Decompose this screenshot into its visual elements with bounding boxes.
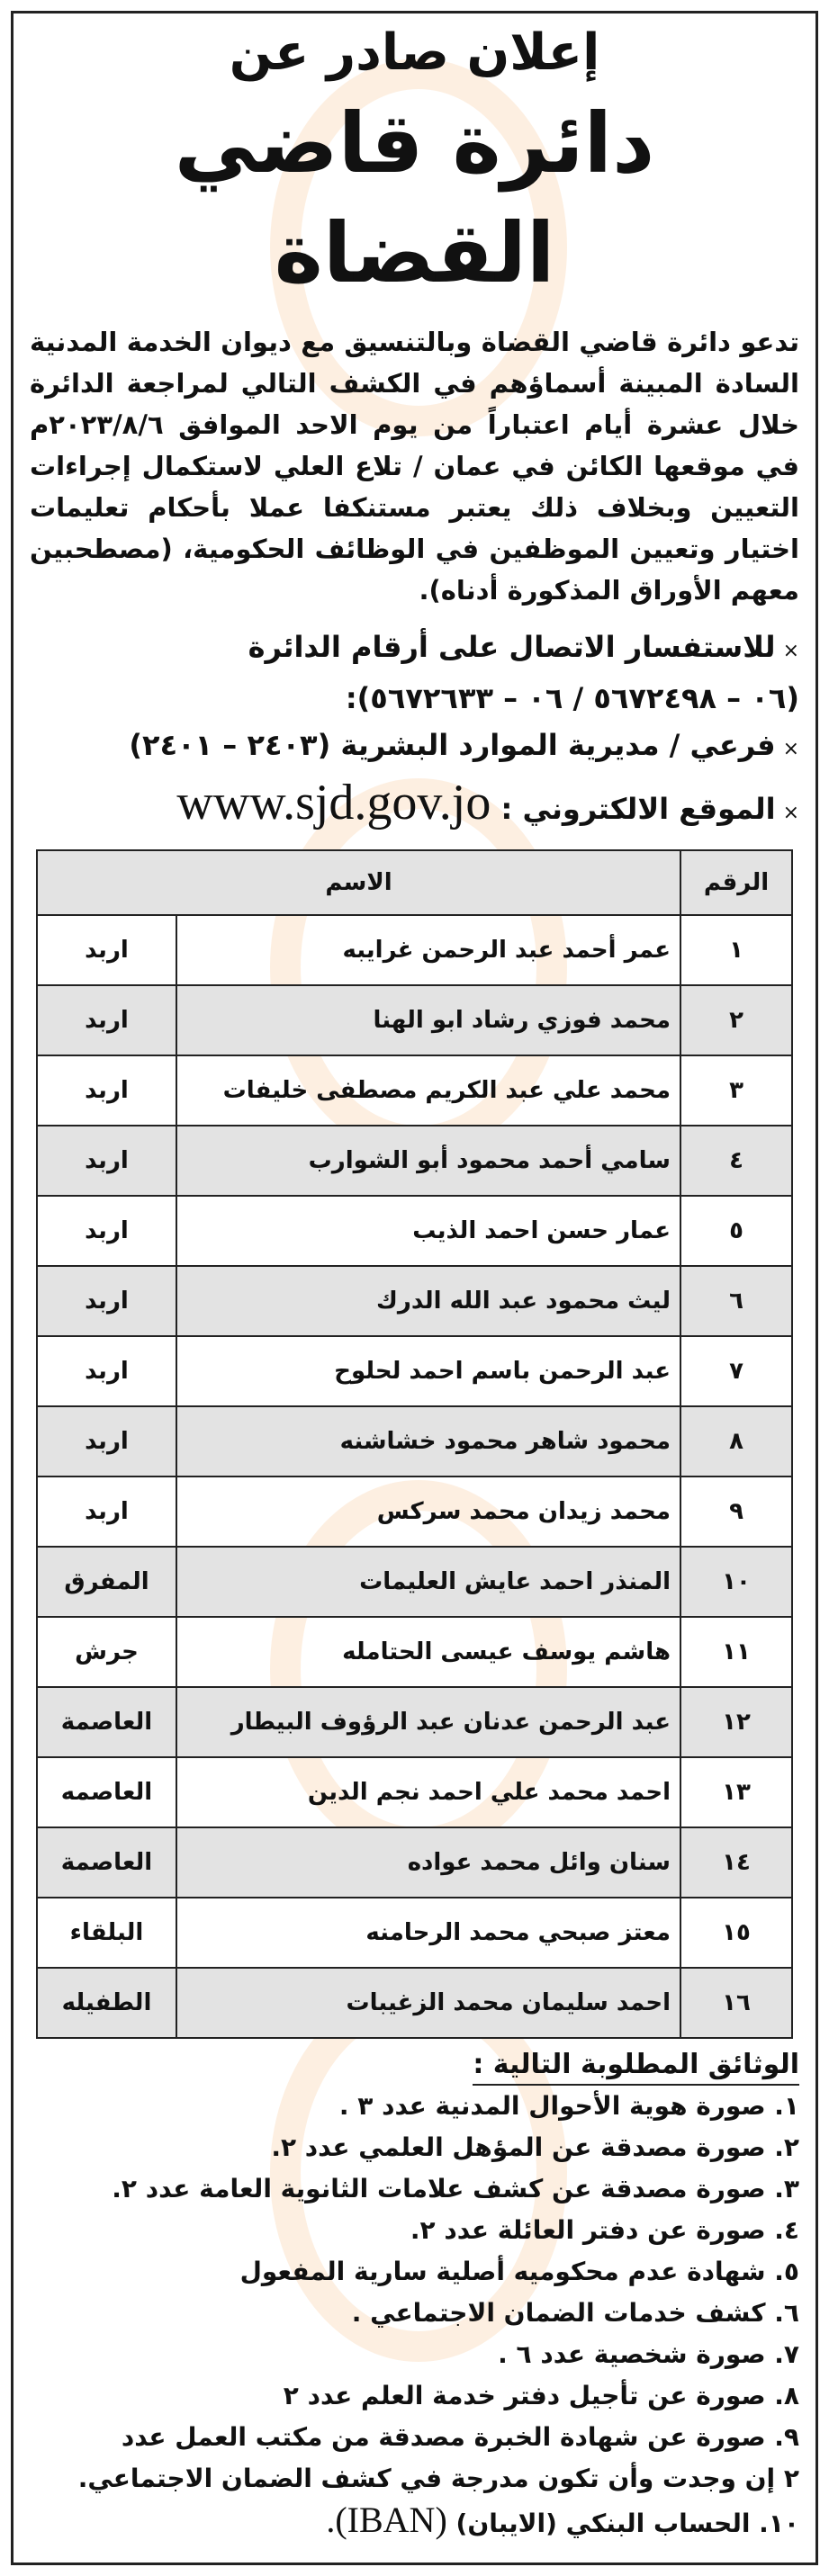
inquiry-text: للاستفسار الاتصال على أرقام الدائرة [248, 630, 776, 664]
cell-number: ٥ [680, 1196, 792, 1266]
cell-number: ٢ [680, 985, 792, 1055]
bullet-icon: × [782, 738, 799, 760]
document-item: ٥. شهادة عدم محكوميه أصلية سارية المفعول [239, 2257, 799, 2286]
announcement-border [11, 11, 818, 2565]
cell-city: المفرق [37, 1547, 176, 1617]
cell-number: ١ [680, 915, 792, 985]
header-name: الاسم [37, 850, 680, 915]
cell-city: اربد [37, 915, 176, 985]
document-item: ٩. صورة عن شهادة الخبرة مصدقة من مكتب العمل عدد [121, 2422, 799, 2452]
document-item: ٦. كشف خدمات الضمان الاجتماعي . [351, 2298, 799, 2328]
cell-city: اربد [37, 1406, 176, 1476]
documents-heading: الوثائق المطلوبة التالية : [473, 2046, 799, 2086]
cell-city: اربد [37, 1196, 176, 1266]
cell-name: هاشم يوسف عيسى الحتامله [176, 1617, 680, 1687]
contact-section [30, 624, 799, 837]
cell-city: اربد [37, 1266, 176, 1336]
cell-number: ٩ [680, 1476, 792, 1547]
cell-name: محمد زيدان محمد سركس [176, 1476, 680, 1547]
header-number: الرقم [680, 850, 792, 915]
website-label: الموقع الالكتروني : [500, 792, 776, 826]
phone-numbers: (٠٦ – ٥٦٧٢٤٩٨ / ٠٦ – ٥٦٧٢٦٣٣): [345, 681, 799, 715]
cell-number: ١٥ [680, 1898, 792, 1968]
candidates-table [36, 849, 793, 2039]
document-item: ٢. صورة مصدقة عن المؤهل العلمي عدد ٢. [271, 2132, 799, 2162]
cell-city: العاصمه [37, 1757, 176, 1827]
cell-city: العاصمة [37, 1687, 176, 1757]
cell-name: احمد سليمان محمد الزغيبات [176, 1968, 680, 2038]
cell-number: ٣ [680, 1055, 792, 1126]
cell-name: محمود شاهر محمود خشاشنه [176, 1406, 680, 1476]
table-row [37, 985, 792, 1055]
table-row [37, 915, 792, 985]
cell-name: محمد فوزي رشاد ابو الهنا [176, 985, 680, 1055]
website-link[interactable]: www.sjd.gov.jo [176, 775, 491, 830]
table-row [37, 1266, 792, 1336]
table-row [37, 1757, 792, 1827]
table-row [37, 1547, 792, 1617]
cell-number: ٧ [680, 1336, 792, 1406]
cell-name: عمار حسن احمد الذيب [176, 1196, 680, 1266]
document-item: ٧. صورة شخصية عدد ٦ . [498, 2339, 799, 2369]
cell-name: المنذر احمد عايش العليمات [176, 1547, 680, 1617]
document-item: ١٠. الحساب البنكي (الايبان) (IBAN). [326, 2500, 799, 2540]
table-row [37, 1898, 792, 1968]
cell-city: جرش [37, 1617, 176, 1687]
document-item: ١. صورة هوية الأحوال المدنية عدد ٣ . [338, 2091, 799, 2121]
cell-number: ٤ [680, 1126, 792, 1196]
cell-city: اربد [37, 1126, 176, 1196]
cell-name: عمر أحمد عبد الرحمن غرايبه [176, 915, 680, 985]
document-item: ٨. صورة عن تأجيل دفتر خدمة العلم عدد ٢ [283, 2381, 799, 2410]
table-row [37, 1476, 792, 1547]
table-row [37, 1126, 792, 1196]
table-row [37, 1196, 792, 1266]
document-item: ٢ إن وجدت وأن تكون مدرجة في كشف الضمان الاجتماعي. [77, 2464, 799, 2493]
cell-number: ٨ [680, 1406, 792, 1476]
bullet-icon: × [782, 802, 799, 824]
cell-number: ١٤ [680, 1827, 792, 1898]
cell-number: ٦ [680, 1266, 792, 1336]
table-row [37, 1055, 792, 1126]
bullet-icon: × [782, 640, 799, 662]
table-row [37, 1336, 792, 1406]
table-row [37, 1617, 792, 1687]
cell-city: اربد [37, 985, 176, 1055]
cell-name: ليث محمود عبد الله الدرك [176, 1266, 680, 1336]
cell-city: اربد [37, 1055, 176, 1126]
cell-city: اربد [37, 1336, 176, 1406]
documents-list [30, 2086, 799, 2500]
cell-name: عبد الرحمن باسم احمد لحلوح [176, 1336, 680, 1406]
cell-number: ١١ [680, 1617, 792, 1687]
document-item: ٤. صورة عن دفتر العائلة عدد ٢. [410, 2215, 799, 2245]
announcement-title: إعلان صادر عن [229, 23, 600, 82]
table-header [37, 850, 792, 915]
cell-name: عبد الرحمن عدنان عبد الرؤوف البيطار [176, 1687, 680, 1757]
cell-name: محمد علي عبد الكريم مصطفى خليفات [176, 1055, 680, 1126]
document-item: ٣. صورة مصدقة عن كشف علامات الثانوية العامة عدد ٢. [112, 2174, 799, 2204]
cell-city: البلقاء [37, 1898, 176, 1968]
table-row [37, 1827, 792, 1898]
cell-number: ١٦ [680, 1968, 792, 2038]
announcement-body: تدعو دائرة قاضي القضاة وبالتنسيق مع ديوان الخدمة المدنية السادة المبينة أسماؤهم في الكشف التالي لمراجعة الدائرة خلال عشرة أيام اعتباراً من يوم الاحد الموافق ٢٠٢٣/٨/٦م في موقعها الكائن في عمان / تلاع العلي لاستكمال إجراءات التعيين وبخلاف ذلك يعتبر مستنكفا عملا بأحكام تعليمات اختيار وتعيين الموظفين في الوظائف الحكومية، (مصطحبين معهم الأوراق المذكورة أدناه). [30, 327, 799, 606]
cell-city: اربد [37, 1476, 176, 1547]
required-documents [30, 2044, 799, 2545]
cell-name: سنان وائل محمد عواده [176, 1827, 680, 1898]
iban-label: (IBAN). [326, 2500, 447, 2540]
table-body [37, 915, 792, 2038]
cell-number: ١٢ [680, 1687, 792, 1757]
cell-city: العاصمة [37, 1827, 176, 1898]
extension-text: فرعي / مديرية الموارد البشرية (٢٤٠٣ – ٢٤٠١) [129, 728, 776, 762]
cell-name: سامي أحمد محمود أبو الشوارب [176, 1126, 680, 1196]
table-row [37, 1968, 792, 2038]
department-title: دائرة قاضي القضاة [174, 95, 655, 301]
table-row [37, 1687, 792, 1757]
table-row [37, 1406, 792, 1476]
cell-city: الطفيله [37, 1968, 176, 2038]
cell-name: احمد محمد علي احمد نجم الدين [176, 1757, 680, 1827]
cell-name: معتز صبحي محمد الرحامنه [176, 1898, 680, 1968]
cell-number: ١٠ [680, 1547, 792, 1617]
cell-number: ١٣ [680, 1757, 792, 1827]
